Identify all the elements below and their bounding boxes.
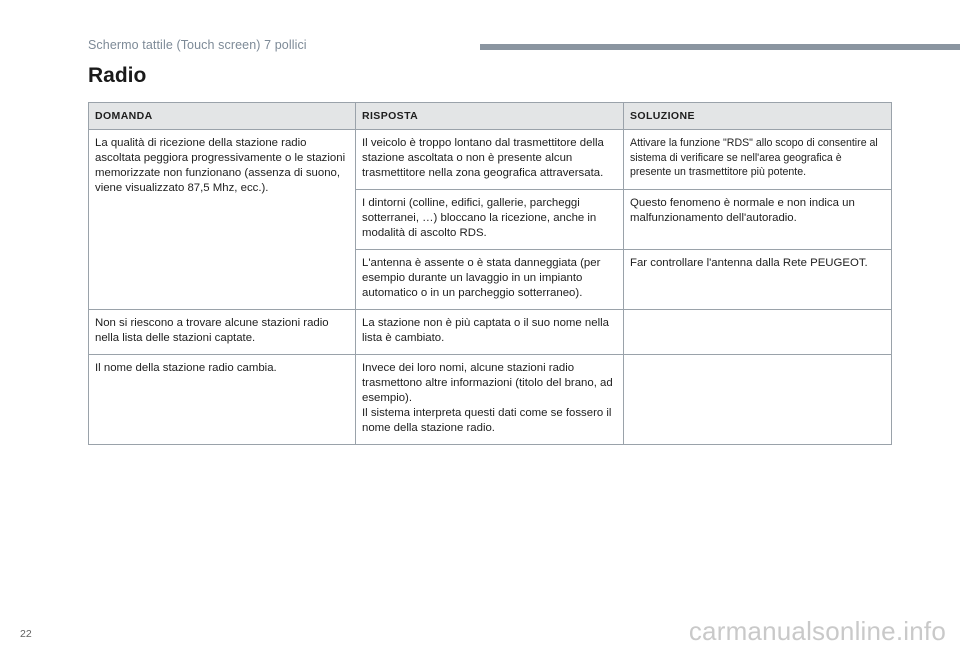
- answer-cell: I dintorni (colline, edifici, gallerie, parcheggi sotterranei, …) bloccano la ricezione, anche in modalità di ascolto RDS.: [356, 190, 624, 250]
- answer-cell: La stazione non è più captata o il suo nome nella lista è cambiato.: [356, 310, 624, 355]
- column-header-question: DOMANDA: [89, 103, 356, 130]
- question-cell: Il nome della stazione radio cambia.: [89, 355, 356, 445]
- solution-cell: Attivare la funzione "RDS" allo scopo di consentire al sistema di verificare se nell'area geografica è presente un trasmettitore più potente.: [624, 130, 892, 190]
- watermark-text: carmanualsonline.info: [688, 616, 946, 646]
- table-header-row: [89, 103, 892, 130]
- column-header-answer: RISPOSTA: [356, 103, 624, 130]
- header-bar: [480, 44, 960, 50]
- page-number: 22: [20, 628, 32, 640]
- table-row: [89, 310, 892, 355]
- solution-cell: [624, 355, 892, 445]
- answer-line: Invece dei loro nomi, alcune stazioni radio trasmettono altre informazioni (titolo del brano, ad esempio).: [362, 362, 613, 404]
- solution-cell: [624, 310, 892, 355]
- answer-line: Il sistema interpreta questi dati come se fossero il nome della stazione radio.: [362, 407, 612, 434]
- running-header: Schermo tattile (Touch screen) 7 pollici: [88, 38, 307, 52]
- table-row: [89, 355, 892, 445]
- troubleshooting-table: [88, 102, 892, 445]
- solution-cell: Far controllare l'antenna dalla Rete PEUGEOT.: [624, 250, 892, 310]
- answer-cell: [356, 355, 624, 445]
- question-cell: Non si riescono a trovare alcune stazioni radio nella lista delle stazioni captate.: [89, 310, 356, 355]
- answer-cell: Il veicolo è troppo lontano dal trasmettitore della stazione ascoltata o non è presente alcun trasmettitore nella zona geografica attraversata.: [356, 130, 624, 190]
- column-header-solution: SOLUZIONE: [624, 103, 892, 130]
- answer-cell: L'antenna è assente o è stata danneggiata (per esempio durante un lavaggio in un impianto automatico o in un parcheggio sotterraneo).: [356, 250, 624, 310]
- question-cell: La qualità di ricezione della stazione radio ascoltata peggiora progressivamente o le stazioni memorizzate non funzionano (assenza di suono, viene visualizzato 87,5 Mhz, ecc.).: [89, 130, 356, 310]
- solution-cell: Questo fenomeno è normale e non indica un malfunzionamento dell'autoradio.: [624, 190, 892, 250]
- page-title: Radio: [88, 64, 147, 87]
- table-row: [89, 130, 892, 190]
